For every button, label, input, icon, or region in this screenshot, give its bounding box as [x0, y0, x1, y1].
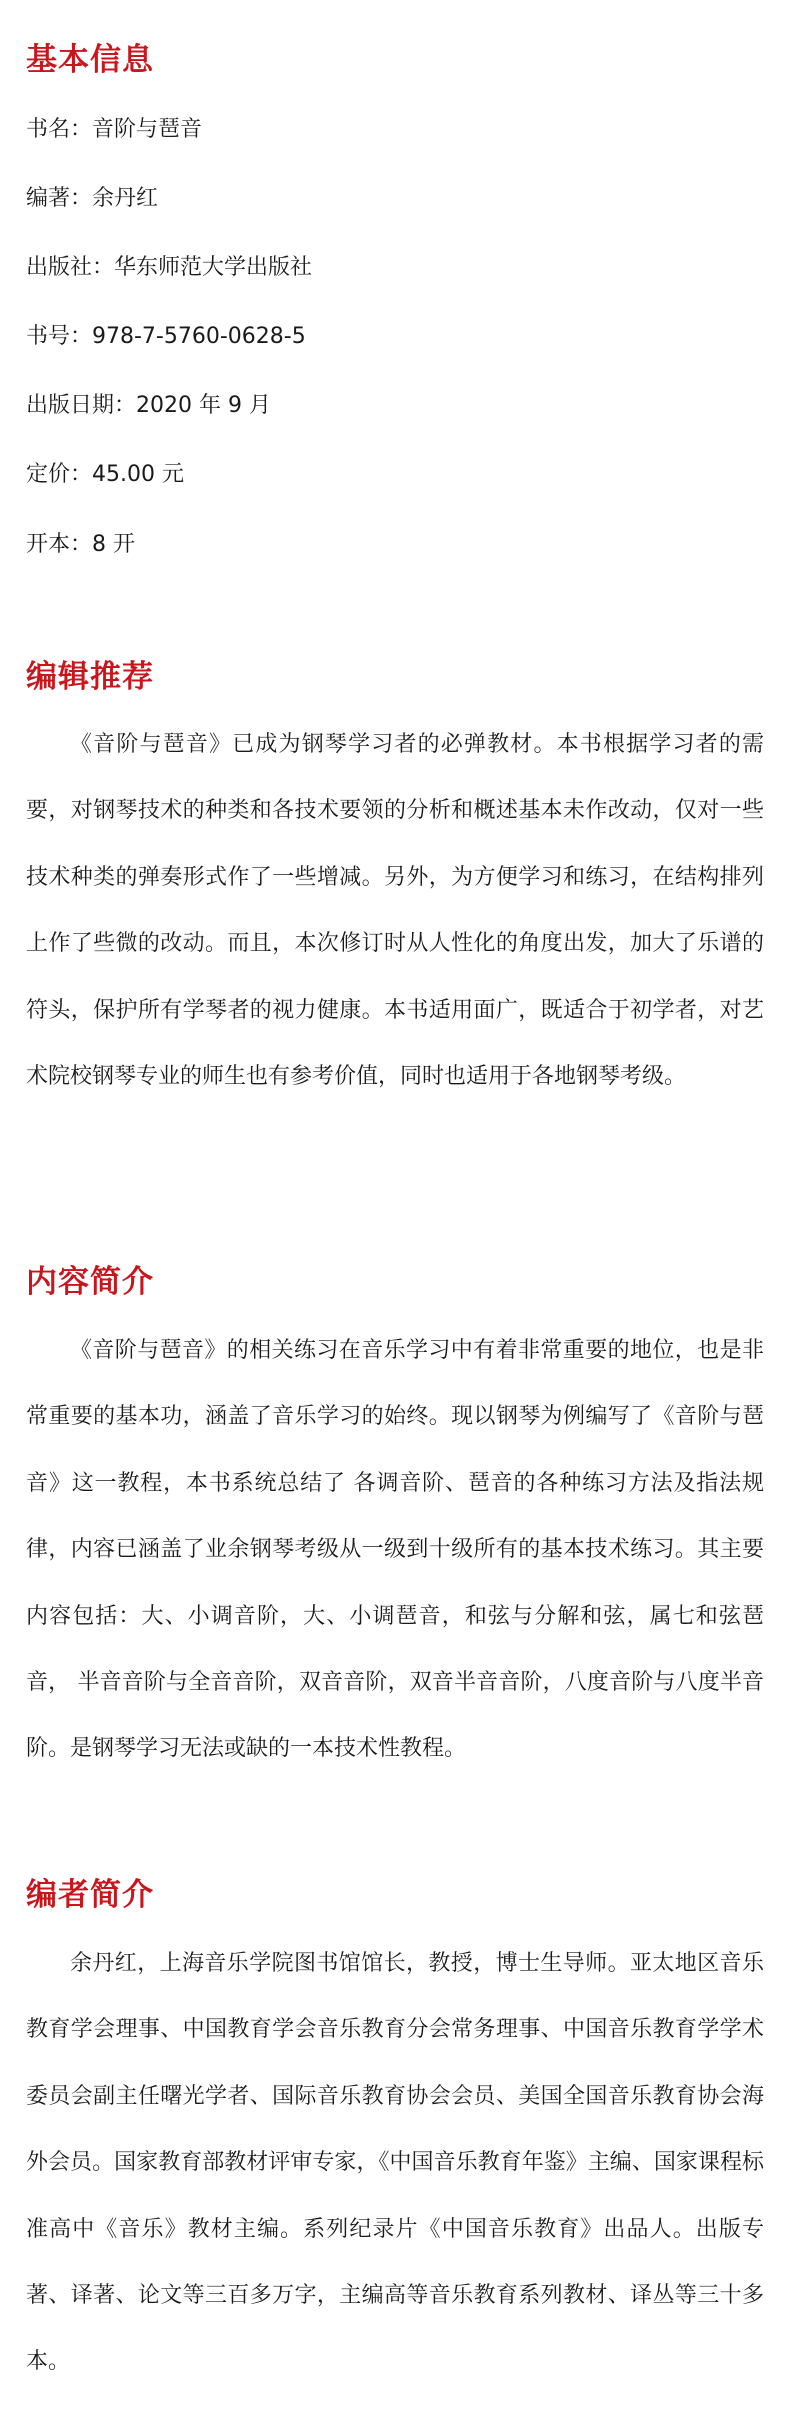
isbn-field: 书号：978-7-5760-0628-5	[26, 324, 306, 349]
basic-info-heading: 基本信息	[26, 42, 154, 78]
author-field: 编著：余丹红	[26, 186, 159, 211]
publish-date-field: 出版日期：2020 年 9 月	[26, 393, 271, 418]
content-summary-heading: 内容简介	[26, 1264, 154, 1300]
content-summary-text: 《音阶与琶音》的相关练习在音乐学习中有着非常重要的地位，也是非常重要的基本功，涵盖了音乐学习的始终。现以钢琴为例编写了《音阶与琶音》这一教程，本书系统总结了 各调音阶、琶音的各种练习方法及指法规律，内容已涵盖了业余钢琴考级从一级到十级所有的基本技术练习。其主要内容包括：大、小调音阶，大、小调琶音，和弦与分解和弦，属七和弦琶音， 半音音阶与全音音阶，双音音阶，双音半音音阶，八度音阶与八度半音阶。是钢琴学习无法或缺的一本技术性教程。	[26, 1338, 764, 1762]
author-intro-heading: 编者简介	[26, 1877, 154, 1913]
editor-recommendation-text: 《音阶与琶音》已成为钢琴学习者的必弹教材。本书根据学习者的需要，对钢琴技术的种类和各技术要领的分析和概述基本未作改动，仅对一些技术种类的弹奏形式作了一些增减。另外，为方便学习和练习，在结构排列上作了些微的改动。而且，本次修订时从人性化的角度出发，加大了乐谱的符头，保护所有学琴者的视力健康。本书适用面广，既适合于初学者，对艺术院校钢琴专业的师生也有参考价值，同时也适用于各地钢琴考级。	[26, 732, 764, 1090]
book-title-field: 书名：音阶与琶音	[26, 117, 203, 142]
publisher-field: 出版社：华东师范大学出版社	[26, 255, 313, 280]
editor-recommendation-heading: 编辑推荐	[26, 659, 154, 695]
author-intro-text: 余丹红，上海音乐学院图书馆馆长，教授，博士生导师。亚太地区音乐教育学会理事、中国教育学会音乐教育分会常务理事、中国音乐教育学学术委员会副主任曙光学者、国际音乐教育协会会员、美国全国音乐教育协会海外会员。国家教育部教材评审专家，《中国音乐教育年鉴》主编、国家课程标准高中《音乐》教材主编。系列纪录片《中国音乐教育》出品人。出版专著、译著、论文等三百多万字，主编高等音乐教育系列教材、译丛等三十多本。	[26, 1951, 764, 2375]
price-field: 定价：45.00 元	[26, 462, 184, 487]
format-field: 开本：8 开	[26, 532, 135, 557]
